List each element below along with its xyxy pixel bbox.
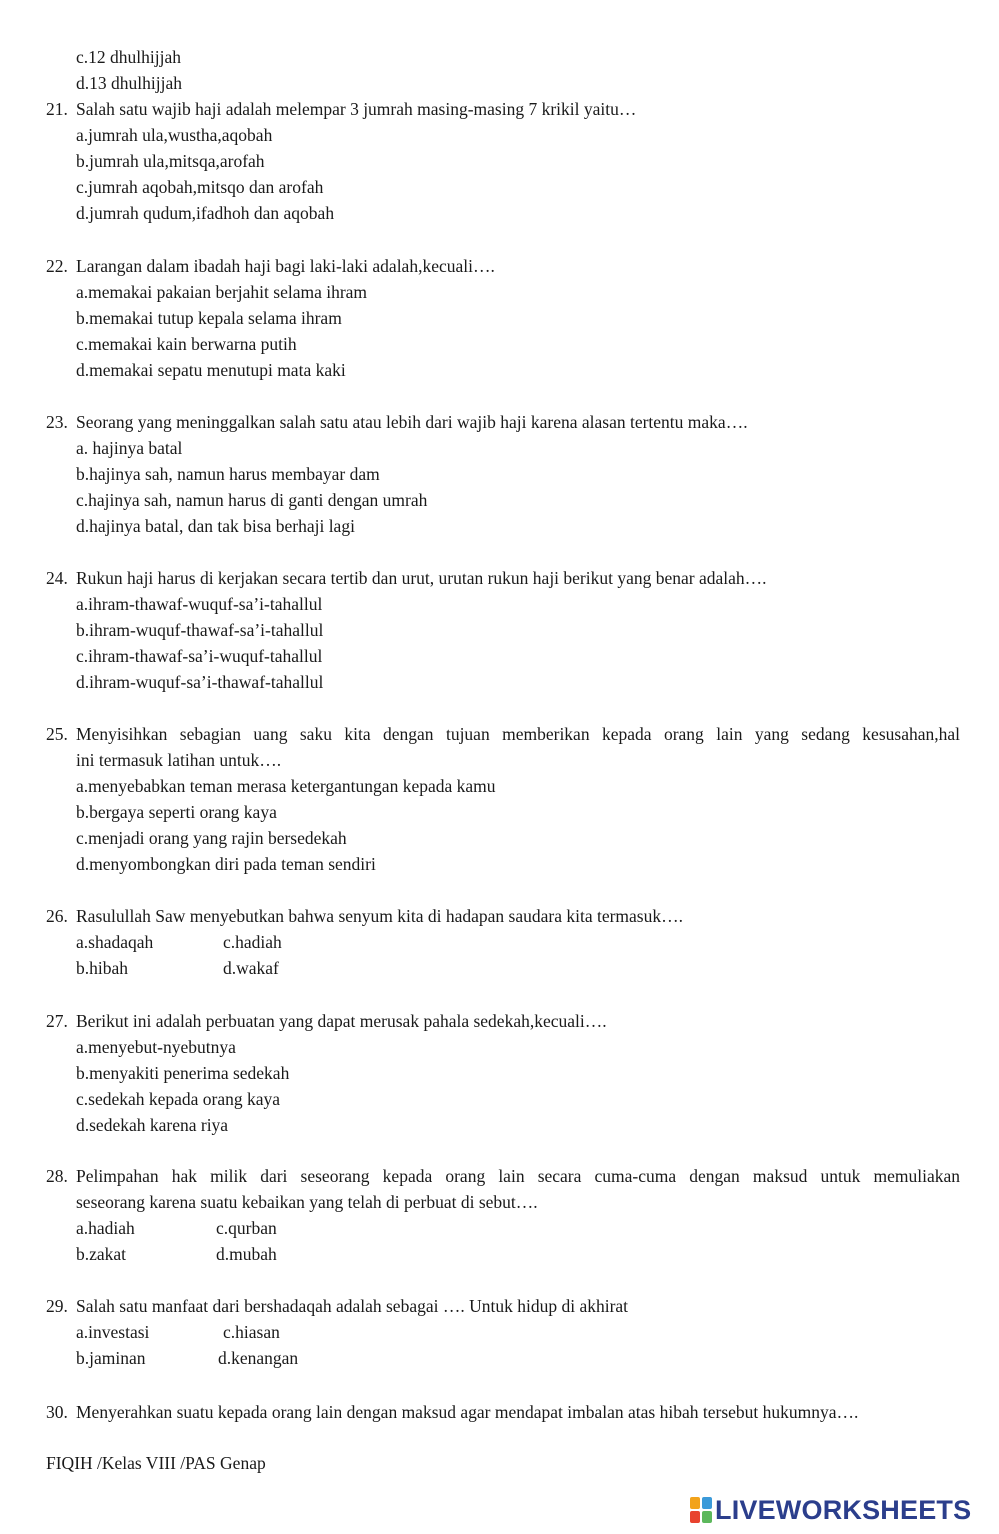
q28-option-c: c.qurban <box>216 1218 277 1238</box>
question-23-number: 23. <box>46 412 68 432</box>
q26-option-b: b.hibah <box>76 958 129 978</box>
question-24-number: 24. <box>46 568 68 588</box>
q28-option-b: b.zakat <box>76 1244 127 1264</box>
q25-option-d: d.menyombongkan diri pada teman sendiri <box>76 854 376 874</box>
question-25-text-line2: ini termasuk latihan untuk…. <box>76 750 282 770</box>
q23-option-c: c.hajinya sah, namun harus di ganti dengan umrah <box>76 490 428 510</box>
q23-option-a: a. hajinya batal <box>76 438 183 458</box>
q24-option-d: d.ihram-wuquf-sa’i-thawaf-tahallul <box>76 672 324 692</box>
q21-option-a: a.jumrah ula,wustha,aqobah <box>76 125 273 145</box>
q21-option-d: d.jumrah qudum,ifadhoh dan aqobah <box>76 203 335 223</box>
logo-square-3 <box>690 1511 700 1523</box>
liveworksheets-logo-icon <box>690 1497 712 1523</box>
q23-option-d: d.hajinya batal, dan tak bisa berhaji lagi <box>76 516 355 536</box>
q21-option-c: c.jumrah aqobah,mitsqo dan arofah <box>76 177 324 197</box>
logo-square-4 <box>702 1511 712 1523</box>
q24-option-a: a.ihram-thawaf-wuquf-sa’i-tahallul <box>76 594 323 614</box>
q22-option-d: d.memakai sepatu menutupi mata kaki <box>76 360 346 380</box>
q27-option-a: a.menyebut-nyebutnya <box>76 1037 236 1057</box>
page-footer: FIQIH /Kelas VIII /PAS Genap <box>46 1453 266 1473</box>
question-29-number: 29. <box>46 1296 68 1316</box>
q26-option-d: d.wakaf <box>223 958 279 978</box>
q29-option-d: d.kenangan <box>218 1348 299 1368</box>
question-21-number: 21. <box>46 99 68 119</box>
q26-option-c: c.hadiah <box>223 932 282 952</box>
logo-square-2 <box>702 1497 712 1509</box>
q22-option-c: c.memakai kain berwarna putih <box>76 334 297 354</box>
q25-option-c: c.menjadi orang yang rajin bersedekah <box>76 828 347 848</box>
q27-option-c: c.sedekah kepada orang kaya <box>76 1089 281 1109</box>
question-29-text: Salah satu manfaat dari bershadaqah adalah sebagai …. Untuk hidup di akhirat <box>76 1296 629 1316</box>
q24-option-c: c.ihram-thawaf-sa’i-wuquf-tahallul <box>76 646 323 666</box>
option-d-prev: d.13 dhulhijjah <box>76 73 182 93</box>
question-27-text: Berikut ini adalah perbuatan yang dapat merusak pahala sedekah,kecuali…. <box>76 1011 607 1031</box>
q27-option-d: d.sedekah karena riya <box>76 1115 229 1135</box>
question-26-text: Rasulullah Saw menyebutkan bahwa senyum kita di hadapan saudara kita termasuk…. <box>76 906 683 926</box>
question-30-number: 30. <box>46 1402 68 1422</box>
q22-option-a: a.memakai pakaian berjahit selama ihram <box>76 282 368 302</box>
q22-option-b: b.memakai tutup kepala selama ihram <box>76 308 342 328</box>
question-28-text-line1: Pelimpahan hak milik dari seseorang kepada orang lain secara cuma-cuma dengan maksud untuk memuliakan <box>76 1166 960 1186</box>
q26-option-a: a.shadaqah <box>76 932 154 952</box>
question-21-text: Salah satu wajib haji adalah melempar 3 jumrah masing-masing 7 krikil yaitu… <box>76 99 637 119</box>
q21-option-b: b.jumrah ula,mitsqa,arofah <box>76 151 265 171</box>
q25-option-b: b.bergaya seperti orang kaya <box>76 802 277 822</box>
q28-option-a: a.hadiah <box>76 1218 135 1238</box>
question-27-number: 27. <box>46 1011 68 1031</box>
q23-option-b: b.hajinya sah, namun harus membayar dam <box>76 464 380 484</box>
question-30-text: Menyerahkan suatu kepada orang lain dengan maksud agar mendapat imbalan atas hibah tersebut hukumnya…. <box>76 1402 859 1422</box>
logo-square-1 <box>690 1497 700 1509</box>
question-22-text: Larangan dalam ibadah haji bagi laki-laki adalah,kecuali…. <box>76 256 495 276</box>
question-25-text-line1: Menyisihkan sebagian uang saku kita dengan tujuan memberikan kepada orang lain yang sedang kesusahan,hal <box>76 724 960 744</box>
question-28-text-line2: seseorang karena suatu kebaikan yang telah di perbuat di sebut…. <box>76 1192 538 1212</box>
liveworksheets-logo-text: LIVEWORKSHEETS <box>715 1494 972 1525</box>
question-25-number: 25. <box>46 724 68 744</box>
option-c-prev: c.12 dhulhijjah <box>76 47 181 67</box>
q25-option-a: a.menyebabkan teman merasa ketergantungan kepada kamu <box>76 776 496 796</box>
q29-option-b: b.jaminan <box>76 1348 146 1368</box>
question-23-text: Seorang yang meninggalkan salah satu atau lebih dari wajib haji karena alasan tertentu maka…. <box>76 412 748 432</box>
question-28-number: 28. <box>46 1166 68 1186</box>
q27-option-b: b.menyakiti penerima sedekah <box>76 1063 290 1083</box>
q29-option-c: c.hiasan <box>223 1322 280 1342</box>
q29-option-a: a.investasi <box>76 1322 150 1342</box>
question-26-number: 26. <box>46 906 68 926</box>
question-22-number: 22. <box>46 256 68 276</box>
liveworksheets-logo <box>690 1493 971 1527</box>
q28-option-d: d.mubah <box>216 1244 277 1264</box>
question-24-text: Rukun haji harus di kerjakan secara tertib dan urut, urutan rukun haji berikut yang benar adalah…. <box>76 568 767 588</box>
q24-option-b: b.ihram-wuquf-thawaf-sa’i-tahallul <box>76 620 324 640</box>
